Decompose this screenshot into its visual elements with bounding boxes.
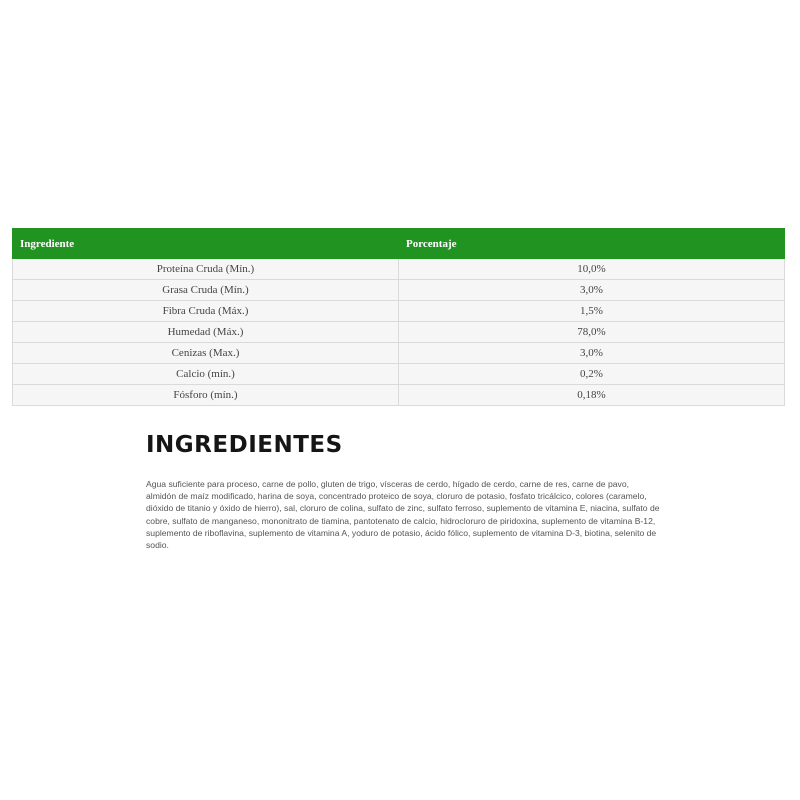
percentage-cell: 3,0%: [399, 343, 785, 364]
header-percentage: Porcentaje: [399, 229, 785, 259]
percentage-cell: 0,18%: [399, 385, 785, 406]
table-row: [13, 280, 785, 301]
ingredient-cell: Calcio (mín.): [13, 364, 399, 385]
percentage-cell: 10,0%: [399, 259, 785, 280]
table-row: [13, 322, 785, 343]
table-header-row: [13, 229, 785, 259]
ingredient-cell: Cenizas (Max.): [13, 343, 399, 364]
table-row: [13, 259, 785, 280]
percentage-cell: 3,0%: [399, 280, 785, 301]
table-row: [13, 385, 785, 406]
percentage-cell: 0,2%: [399, 364, 785, 385]
ingredient-cell: Fibra Cruda (Máx.): [13, 301, 399, 322]
percentage-cell: 1,5%: [399, 301, 785, 322]
ingredients-heading: INGREDIENTES: [146, 432, 343, 458]
table-row: [13, 301, 785, 322]
nutrition-table: [12, 228, 785, 406]
ingredient-cell: Fósforo (mín.): [13, 385, 399, 406]
ingredients-paragraph: Agua suficiente para proceso, carne de pollo, gluten de trigo, vísceras de cerdo, hígado de cerdo, carne de res, carne de pavo, almidón de maíz modificado, harina de soya, concentrado proteico de soya, cloruro de potasio, fosfato tricálcico, colores (caramelo, dióxido de titanio y óxido de hierro), sal, cloruro de colina, sulfato de zinc, sulfato ferroso, suplemento de vitamina E, niacina, sulfato de cobre, sulfato de manganeso, mononitrato de tiamina, pantotenato de calcio, hidrocloruro de piridoxina, suplemento de vitamina B-12, suplemento de riboflavina, suplemento de vitamina A, yoduro de potasio, ácido fólico, suplemento de vitamina D-3, biotina, selenito de sodio.: [146, 479, 660, 551]
ingredient-cell: Proteína Cruda (Mín.): [13, 259, 399, 280]
table-row: [13, 343, 785, 364]
ingredient-cell: Grasa Cruda (Mín.): [13, 280, 399, 301]
percentage-cell: 78,0%: [399, 322, 785, 343]
table-row: [13, 364, 785, 385]
ingredient-cell: Humedad (Máx.): [13, 322, 399, 343]
header-ingredient: Ingrediente: [13, 229, 399, 259]
